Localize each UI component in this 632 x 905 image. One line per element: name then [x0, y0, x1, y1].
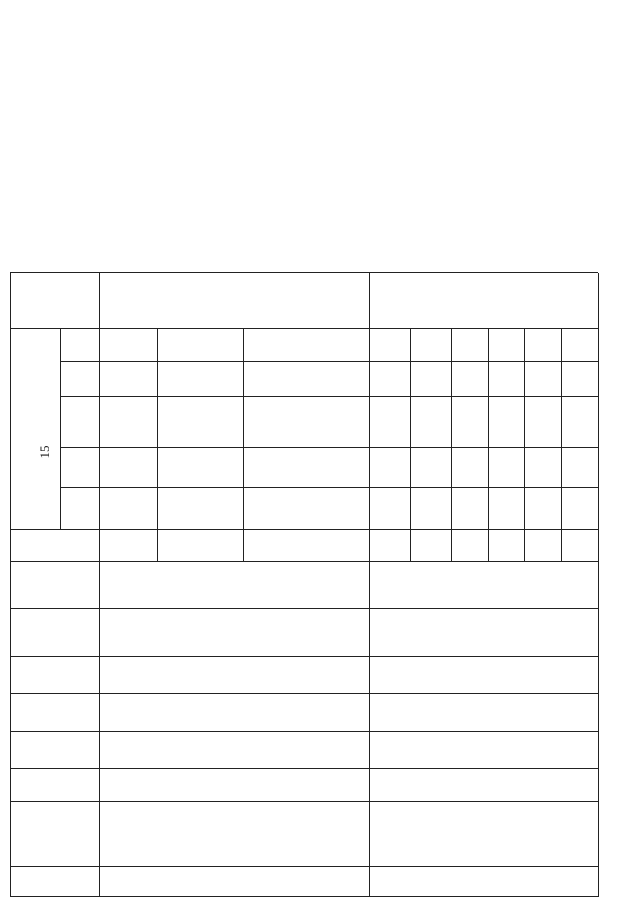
- header-attracted-funds: [60, 329, 100, 362]
- table-cell-attracted: [100, 329, 157, 362]
- table-row-period: [452, 530, 489, 561]
- table-grid-line: [60, 447, 598, 448]
- table-cell-federal: [561, 447, 598, 487]
- table-grid-line: [10, 897, 598, 898]
- header-object-cost: [10, 561, 100, 609]
- table-cell-regional: [489, 397, 525, 447]
- table-grid-line: [243, 329, 244, 561]
- table-cell-local: [489, 361, 525, 396]
- header-local-budget: [60, 361, 100, 396]
- table-cell-federal: [100, 447, 157, 487]
- table-row-period: [243, 530, 370, 561]
- table-grid-line: [524, 329, 525, 561]
- table-grid-line: [10, 801, 598, 802]
- table-row-period: [489, 530, 525, 561]
- header-implementation-term: [10, 693, 100, 731]
- table-grid-line: [451, 329, 452, 561]
- table-row-period: [370, 530, 411, 561]
- table-grid-line: [60, 329, 61, 530]
- header-capacity: [10, 656, 100, 693]
- table-cell-total: [100, 487, 157, 530]
- table-cell-regional: [452, 397, 489, 447]
- direct-result-text: [100, 273, 370, 329]
- header-object-name: [10, 801, 100, 866]
- table-cell-federal: [243, 447, 370, 487]
- table-row-period: [100, 530, 157, 561]
- table-grid-line: [60, 396, 598, 397]
- table-row-period: [524, 530, 561, 561]
- header-direct-result: [10, 273, 100, 329]
- table-cell-local: [370, 361, 411, 396]
- object-name: [370, 801, 598, 866]
- table-grid-line: [561, 329, 562, 561]
- table-grid-line: [10, 608, 598, 609]
- table-cell-total: [243, 487, 370, 530]
- table-grid-line: [60, 361, 598, 362]
- table-cell-federal: [411, 447, 452, 487]
- table-grid-line: [10, 866, 598, 867]
- table-cell-local: [561, 361, 598, 396]
- table-cell-regional: [370, 397, 411, 447]
- table-grid-line: [10, 328, 598, 329]
- object-name-continued: [100, 801, 370, 866]
- table-cell-federal: [370, 447, 411, 487]
- table-cell-local: [243, 361, 370, 396]
- table-cell-regional: [524, 397, 561, 447]
- table-grid-line: [60, 487, 598, 488]
- table-cell-federal: [452, 447, 489, 487]
- header-federal-budget: [60, 447, 100, 487]
- table-cell-regional: [411, 397, 452, 447]
- page-number: 15: [37, 445, 52, 459]
- header-number: [10, 866, 100, 897]
- table-grid-line: [10, 529, 598, 530]
- table-cell-federal: [489, 447, 525, 487]
- table-row-period: [561, 530, 598, 561]
- header-ownership-form: [10, 731, 100, 768]
- table-cell-attracted: [524, 329, 561, 362]
- table-grid-line: [598, 273, 599, 897]
- table-cell-total: [157, 487, 243, 530]
- table-grid-line: [10, 273, 598, 274]
- header-grbs: [10, 768, 100, 801]
- table-grid-line: [369, 273, 370, 897]
- table-grid-line: [488, 329, 489, 561]
- table-cell-total: [411, 487, 452, 530]
- header-regional-budget: [60, 397, 100, 447]
- table-grid-line: [10, 273, 11, 897]
- table-grid-line: [10, 768, 598, 769]
- table-cell-attracted: [452, 329, 489, 362]
- header-financing-volume: [10, 329, 60, 530]
- table-cell-total: [524, 487, 561, 530]
- capacity-value: [370, 656, 598, 693]
- ownership-form: [370, 731, 598, 768]
- header-project-documentation: [10, 609, 100, 656]
- header-total: [60, 487, 100, 530]
- table-cell-total: [452, 487, 489, 530]
- table-row-period: [411, 530, 452, 561]
- table-cell-attracted: [489, 329, 525, 362]
- table-grid-line: [10, 561, 598, 562]
- table-cell-total: [370, 487, 411, 530]
- table-cell-federal: [157, 447, 243, 487]
- header-period: [10, 530, 100, 561]
- table-cell-regional: [243, 397, 370, 447]
- table-cell-local: [411, 361, 452, 396]
- table-cell-attracted: [561, 329, 598, 362]
- table-cell-total: [489, 487, 525, 530]
- table-cell-regional: [100, 397, 157, 447]
- table-grid-line: [99, 273, 100, 897]
- table-row-period: [157, 530, 243, 561]
- table-grid-line: [410, 329, 411, 561]
- table-cell-local: [157, 361, 243, 396]
- table-cell-attracted: [370, 329, 411, 362]
- table-cell-local: [452, 361, 489, 396]
- table-grid-line: [157, 329, 158, 561]
- table-cell-federal: [524, 447, 561, 487]
- table-cell-attracted: [411, 329, 452, 362]
- grbs-continued: [100, 768, 370, 801]
- implementation-term: [370, 693, 598, 731]
- table-cell-local: [524, 361, 561, 396]
- row-number: [370, 866, 598, 897]
- grbs-ministry: [370, 768, 598, 801]
- table-grid-line: [10, 731, 598, 732]
- table-cell-total: [561, 487, 598, 530]
- table-grid-line: [10, 693, 598, 694]
- table-cell-local: [100, 361, 157, 396]
- table-cell-regional: [157, 397, 243, 447]
- table-cell-attracted: [243, 329, 370, 362]
- table-grid-line: [10, 656, 598, 657]
- table-cell-attracted: [157, 329, 243, 362]
- table-cell-regional: [561, 397, 598, 447]
